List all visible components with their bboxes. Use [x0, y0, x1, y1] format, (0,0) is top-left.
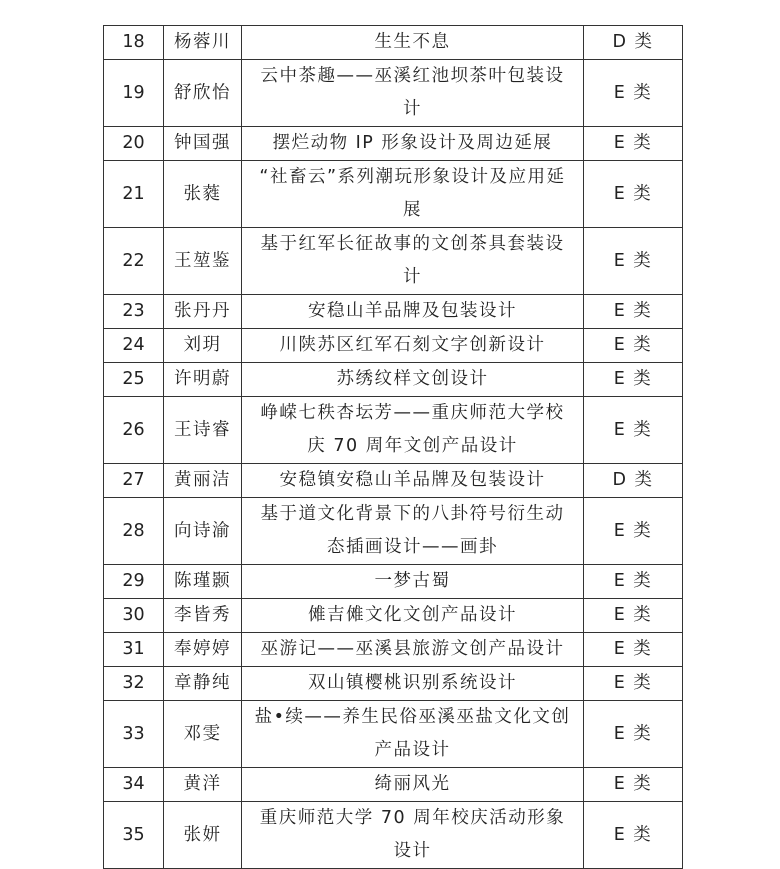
- award-category: E 类: [584, 701, 683, 768]
- work-title: 巫游记——巫溪县旅游文创产品设计: [242, 633, 584, 667]
- row-number: 33: [104, 701, 164, 768]
- student-name: 许明蔚: [164, 363, 242, 397]
- student-name: 张妍: [164, 802, 242, 869]
- table-row: [104, 397, 683, 464]
- work-title: 盐•续——养生民俗巫溪巫盐文化文创产品设计: [242, 701, 584, 768]
- award-category: D 类: [584, 464, 683, 498]
- row-number: 28: [104, 498, 164, 565]
- row-number: 30: [104, 599, 164, 633]
- award-category: E 类: [584, 397, 683, 464]
- work-title: 安稳镇安稳山羊品牌及包装设计: [242, 464, 584, 498]
- table-row: [104, 667, 683, 701]
- table-row: [104, 363, 683, 397]
- row-number: 18: [104, 26, 164, 60]
- work-title: 川陕苏区红军石刻文字创新设计: [242, 329, 584, 363]
- awards-table: [103, 25, 683, 869]
- student-name: 张丹丹: [164, 295, 242, 329]
- work-title: 重庆师范大学 70 周年校庆活动形象设计: [242, 802, 584, 869]
- row-number: 35: [104, 802, 164, 869]
- student-name: 向诗渝: [164, 498, 242, 565]
- award-category: E 类: [584, 228, 683, 295]
- work-title: 云中茶趣——巫溪红池坝茶叶包装设计: [242, 60, 584, 127]
- award-category: E 类: [584, 633, 683, 667]
- student-name: 奉婷婷: [164, 633, 242, 667]
- award-category: E 类: [584, 802, 683, 869]
- award-category: E 类: [584, 295, 683, 329]
- student-name: 钟国强: [164, 127, 242, 161]
- row-number: 31: [104, 633, 164, 667]
- table-row: [104, 329, 683, 363]
- table-row: [104, 565, 683, 599]
- table-row: [104, 127, 683, 161]
- student-name: 刘玥: [164, 329, 242, 363]
- student-name: 李皆秀: [164, 599, 242, 633]
- table-row: [104, 60, 683, 127]
- row-number: 22: [104, 228, 164, 295]
- award-category: E 类: [584, 667, 683, 701]
- work-title: 一梦古蜀: [242, 565, 584, 599]
- table-row: [104, 802, 683, 869]
- work-title: “社畜云”系列潮玩形象设计及应用延展: [242, 161, 584, 228]
- table-row: [104, 633, 683, 667]
- student-name: 黄洋: [164, 768, 242, 802]
- student-name: 章静纯: [164, 667, 242, 701]
- awards-table-body: [104, 26, 683, 869]
- award-category: E 类: [584, 498, 683, 565]
- table-row: [104, 701, 683, 768]
- table-row: [104, 26, 683, 60]
- student-name: 王诗睿: [164, 397, 242, 464]
- student-name: 王堃鉴: [164, 228, 242, 295]
- work-title: 傩吉傩文化文创产品设计: [242, 599, 584, 633]
- work-title: 峥嵘七秩杏坛芳——重庆师范大学校庆 70 周年文创产品设计: [242, 397, 584, 464]
- table-row: [104, 599, 683, 633]
- award-category: E 类: [584, 565, 683, 599]
- row-number: 24: [104, 329, 164, 363]
- work-title: 绮丽风光: [242, 768, 584, 802]
- table-row: [104, 464, 683, 498]
- row-number: 20: [104, 127, 164, 161]
- award-category: E 类: [584, 329, 683, 363]
- award-category: E 类: [584, 768, 683, 802]
- student-name: 舒欣怡: [164, 60, 242, 127]
- row-number: 25: [104, 363, 164, 397]
- award-category: E 类: [584, 161, 683, 228]
- award-category: E 类: [584, 363, 683, 397]
- table-row: [104, 295, 683, 329]
- student-name: 杨蓉川: [164, 26, 242, 60]
- row-number: 32: [104, 667, 164, 701]
- student-name: 黄丽洁: [164, 464, 242, 498]
- table-row: [104, 161, 683, 228]
- table-row: [104, 228, 683, 295]
- work-title: 基于道文化背景下的八卦符号衍生动态插画设计——画卦: [242, 498, 584, 565]
- table-row: [104, 498, 683, 565]
- row-number: 29: [104, 565, 164, 599]
- work-title: 安稳山羊品牌及包装设计: [242, 295, 584, 329]
- award-category: D 类: [584, 26, 683, 60]
- row-number: 27: [104, 464, 164, 498]
- award-category: E 类: [584, 599, 683, 633]
- row-number: 19: [104, 60, 164, 127]
- work-title: 生生不息: [242, 26, 584, 60]
- row-number: 34: [104, 768, 164, 802]
- work-title: 摆烂动物 IP 形象设计及周边延展: [242, 127, 584, 161]
- award-category: E 类: [584, 60, 683, 127]
- row-number: 26: [104, 397, 164, 464]
- student-name: 张蕤: [164, 161, 242, 228]
- table-row: [104, 768, 683, 802]
- work-title: 双山镇樱桃识别系统设计: [242, 667, 584, 701]
- work-title: 基于红军长征故事的文创茶具套装设计: [242, 228, 584, 295]
- work-title: 苏绣纹样文创设计: [242, 363, 584, 397]
- student-name: 邓雯: [164, 701, 242, 768]
- row-number: 21: [104, 161, 164, 228]
- row-number: 23: [104, 295, 164, 329]
- award-category: E 类: [584, 127, 683, 161]
- student-name: 陈瑾颢: [164, 565, 242, 599]
